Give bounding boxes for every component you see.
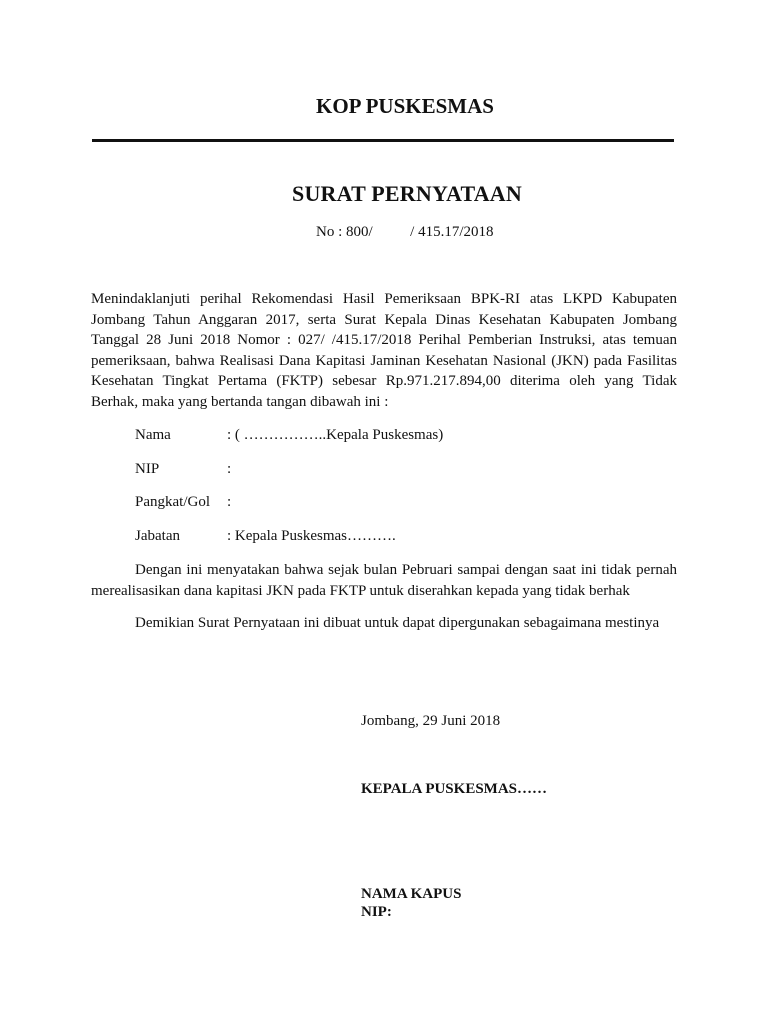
closing-sentence: Demikian Surat Pernyataan ini dibuat untuk dapat dipergunakan sebagaimana mestinya xyxy=(135,615,660,631)
field-pangkat-label: Pangkat/Gol xyxy=(135,494,210,510)
field-jabatan-value: : Kepala Puskesmas………. xyxy=(227,528,396,544)
field-nip-value: : xyxy=(227,461,232,477)
field-nama-value: : ( ……………..Kepala Puskesmas) xyxy=(227,427,444,443)
signer-title: KEPALA PUSKESMAS…… xyxy=(361,781,547,797)
document-number: No : 800/ / 415.17/2018 xyxy=(316,224,494,240)
field-nama xyxy=(135,427,443,444)
field-pangkat xyxy=(135,494,231,511)
field-nip-label: NIP xyxy=(135,461,160,477)
field-nama-label: Nama xyxy=(135,427,171,443)
letterhead-title: KOP PUSKESMAS xyxy=(316,94,494,118)
signer-name: NAMA KAPUS xyxy=(361,886,462,902)
signer-nip: NIP: xyxy=(361,904,392,920)
letterhead-divider xyxy=(92,139,674,142)
intro-paragraph: Menindaklanjuti perihal Rekomendasi Hasil Pemeriksaan BPK-RI atas LKPD Kabupaten Jombang Tahun Anggaran 2017, serta Surat Kepala Dinas Kesehatan Kabupaten Jombang Tanggal 28 Juni 2018 Nomor : 027/ /415.17/2018 Perihal Pemberian Instruksi, atas temuan pemeriksaan, bahwa Realisasi Dana Kapitasi Jaminan Kesehatan Nasional (JKN) pada Fasilitas Kesehatan Tingkat Pertama (FKTP) sebesar Rp.971.217.894,00 diterima oleh yang Tidak Berhak, maka yang bertanda tangan dibawah ini : xyxy=(91,291,677,410)
document-title: SURAT PERNYATAAN xyxy=(292,181,522,206)
field-pangkat-value: : xyxy=(227,494,232,510)
place-date: Jombang, 29 Juni 2018 xyxy=(361,713,501,729)
statement-paragraph: Dengan ini menyatakan bahwa sejak bulan Pebruari sampai dengan saat ini tidak pernah merealisasikan dana kapitasi JKN pada FKTP untuk diserahkan kepada yang tidak berhak xyxy=(91,562,677,599)
field-jabatan xyxy=(135,528,396,545)
field-nip xyxy=(135,461,231,478)
field-jabatan-label: Jabatan xyxy=(135,528,180,544)
